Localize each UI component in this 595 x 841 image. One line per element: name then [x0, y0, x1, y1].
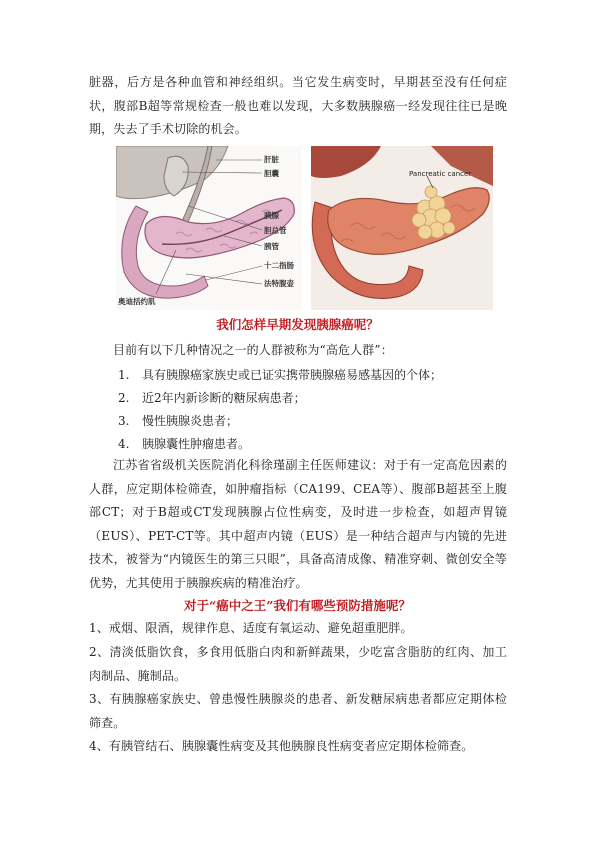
pancreatic-cancer-illustration — [311, 146, 493, 310]
list-item — [118, 389, 306, 407]
expert-advice-paragraph: 江苏省省级机关医院消化科徐瑾副主任医师建议：对于有一定高危因素的人群，应定期体检筛查，如肿瘤指标（CA199、CEA等）、腹部B超甚至上腹部CT；对于B超或CT发现胰腺占位性病变，及时进一步检查，如超声胃镜（EUS）、PET-CT等。其中超声内镜（EUS）是一种结合超声与内镜的先进技术，被誉为“内镜医生的第三只眼”，具备高清成像、精准穿刺、微创安全等优势，尤其使用于胰腺疾病的精准治疗。 — [89, 458, 507, 590]
list-item-text: 胰腺囊性肿瘤患者。 — [142, 437, 251, 451]
prevention-item-4: 4、有胰管结石、胰腺囊性病变及其他胰腺良性病变者应定期体检筛查。 — [89, 739, 474, 753]
label-pancreatic-cancer: Pancreatic cancer — [409, 170, 472, 178]
list-item — [118, 435, 250, 453]
list-item-number: 1. — [118, 368, 130, 382]
label-liver: 肝脏 — [264, 155, 279, 164]
intro-paragraph: 脏器，后方是各种血管和神经组织。当它发生病变时，早期甚至没有任何症状，腹部B超等常规检查一般也难以发现，大多数胰腺癌一经发现往往已是晚期，失去了手术切除的机会。 — [89, 75, 507, 136]
label-common-bile-duct: 胆总管 — [264, 226, 287, 235]
pancreatic-cancer-figure — [311, 146, 493, 310]
label-pancreatic-duct: 胰管 — [264, 242, 279, 251]
label-ampulla: 法特腹壶 — [264, 279, 294, 288]
list-item-text: 具有胰腺癌家族史或已证实携带胰腺癌易感基因的个体； — [142, 368, 443, 382]
list-item-text: 慢性胰腺炎患者； — [142, 414, 239, 428]
prevention-item-3: 3、有胰腺癌家族史、曾患慢性胰腺炎的患者、新发糖尿病患者都应定期体检筛查。 — [89, 692, 507, 730]
label-pancreas: 胰腺 — [264, 211, 279, 220]
section2-heading: 对于“癌中之王”我们有哪些预防措施呢？ — [184, 598, 411, 613]
pancreas-anatomy-figure — [116, 146, 302, 310]
prevention-item-2: 2、清淡低脂饮食，多食用低脂白肉和新鲜蔬果，少吃富含脂肪的红肉、加工肉制品、腌制品。 — [89, 645, 507, 683]
section1-heading: 我们怎样早期发现胰腺癌呢？ — [216, 317, 379, 332]
list-item-number: 2. — [118, 391, 130, 405]
list-item-text: 近2年内新诊断的糖尿病患者； — [142, 391, 306, 405]
pancreas-anatomy-illustration — [116, 146, 302, 310]
list-item-number: 4. — [118, 437, 130, 451]
section1-intro: 目前有以下几种情况之一的人群被称为“高危人群”： — [113, 343, 393, 357]
list-item-number: 3. — [118, 414, 130, 428]
label-duodenum: 十二指肠 — [264, 261, 294, 270]
prevention-item-1: 1、戒烟、限酒，规律作息、适度有氧运动、避免超重肥胖。 — [89, 621, 413, 635]
label-sphincter-of-oddi: 奥迪括约肌 — [118, 297, 156, 306]
list-item — [118, 412, 238, 430]
list-item — [118, 366, 442, 384]
label-gallbladder: 胆囊 — [264, 169, 279, 178]
